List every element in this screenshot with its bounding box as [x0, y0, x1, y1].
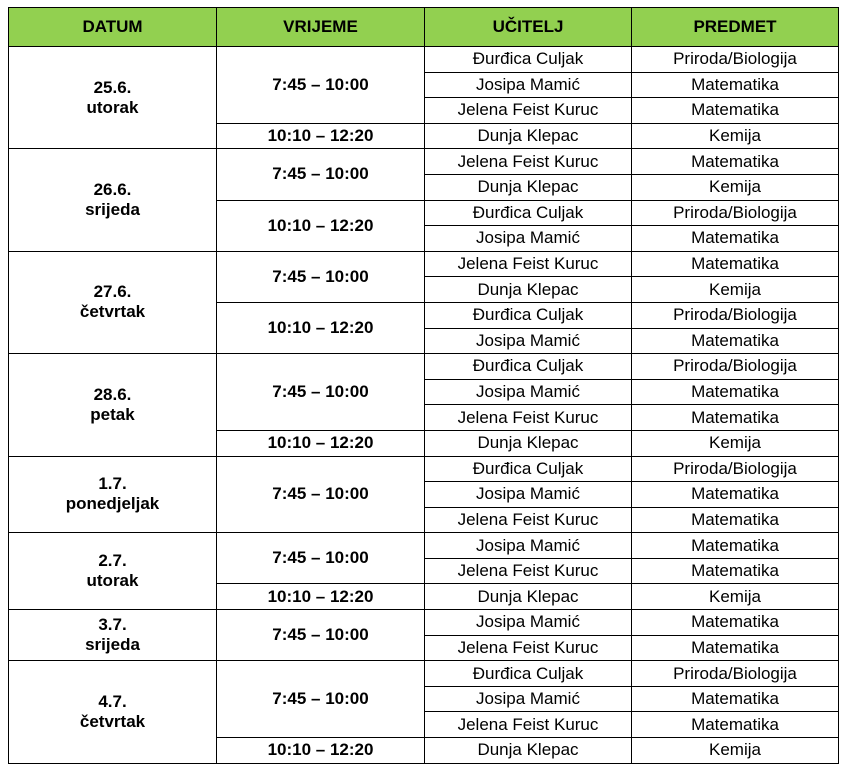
teacher-cell: Josipa Mamić [425, 226, 632, 252]
subject-cell: Priroda/Biologija [632, 456, 839, 482]
teacher-cell: Đurđica Culjak [425, 661, 632, 687]
weekday-label: srijeda [85, 635, 140, 655]
teacher-cell: Đurđica Culjak [425, 456, 632, 482]
time-cell: 7:45 – 10:00 [217, 47, 425, 124]
teacher-cell: Josipa Mamić [425, 686, 632, 712]
teacher-cell: Josipa Mamić [425, 379, 632, 405]
teacher-cell: Đurđica Culjak [425, 47, 632, 73]
table-header [9, 8, 839, 47]
table-row [9, 354, 839, 380]
subject-cell: Matematika [632, 251, 839, 277]
table-row [9, 661, 839, 687]
subject-cell: Kemija [632, 174, 839, 200]
subject-cell: Matematika [632, 610, 839, 636]
teacher-cell: Jelena Feist Kuruc [425, 405, 632, 431]
time-cell: 10:10 – 12:20 [217, 123, 425, 149]
date-cell [9, 47, 217, 149]
schedule-table [8, 7, 839, 764]
table-row [9, 47, 839, 73]
teacher-cell: Jelena Feist Kuruc [425, 558, 632, 584]
teacher-cell: Jelena Feist Kuruc [425, 98, 632, 124]
teacher-cell: Josipa Mamić [425, 533, 632, 559]
teacher-cell: Dunja Klepac [425, 174, 632, 200]
date-label: 4.7. [98, 691, 127, 711]
teacher-cell: Jelena Feist Kuruc [425, 712, 632, 738]
time-cell: 10:10 – 12:20 [217, 200, 425, 251]
time-cell: 7:45 – 10:00 [217, 456, 425, 533]
weekday-label: četvrtak [79, 711, 146, 731]
teacher-cell: Dunja Klepac [425, 277, 632, 303]
weekday-label: ponedjeljak [65, 494, 160, 514]
column-header-ucitelj: UČITELJ [425, 8, 632, 47]
table-row [9, 610, 839, 636]
weekday-label: petak [90, 404, 135, 424]
column-header-vrijeme: VRIJEME [217, 8, 425, 47]
teacher-cell: Josipa Mamić [425, 482, 632, 508]
table-row [9, 456, 839, 482]
teacher-cell: Jelena Feist Kuruc [425, 635, 632, 661]
time-cell: 10:10 – 12:20 [217, 584, 425, 610]
teacher-cell: Jelena Feist Kuruc [425, 507, 632, 533]
subject-cell: Kemija [632, 430, 839, 456]
subject-cell: Kemija [632, 584, 839, 610]
teacher-cell: Đurđica Culjak [425, 200, 632, 226]
subject-cell: Priroda/Biologija [632, 661, 839, 687]
subject-cell: Matematika [632, 712, 839, 738]
table-row [9, 251, 839, 277]
date-cell [9, 610, 217, 661]
date-label: 27.6. [93, 282, 132, 302]
header-row [9, 8, 839, 47]
subject-cell: Priroda/Biologija [632, 302, 839, 328]
teacher-cell: Dunja Klepac [425, 584, 632, 610]
weekday-label: četvrtak [79, 302, 146, 322]
teacher-cell: Đurđica Culjak [425, 302, 632, 328]
subject-cell: Matematika [632, 533, 839, 559]
teacher-cell: Dunja Klepac [425, 430, 632, 456]
subject-cell: Matematika [632, 482, 839, 508]
date-cell [9, 661, 217, 763]
subject-cell: Matematika [632, 98, 839, 124]
subject-cell: Priroda/Biologija [632, 47, 839, 73]
teacher-cell: Josipa Mamić [425, 610, 632, 636]
date-cell [9, 354, 217, 456]
date-label: 26.6. [93, 180, 132, 200]
subject-cell: Matematika [632, 686, 839, 712]
date-cell [9, 251, 217, 353]
teacher-cell: Jelena Feist Kuruc [425, 251, 632, 277]
date-cell [9, 149, 217, 251]
subject-cell: Matematika [632, 379, 839, 405]
time-cell: 7:45 – 10:00 [217, 661, 425, 738]
column-header-predmet: PREDMET [632, 8, 839, 47]
time-cell: 7:45 – 10:00 [217, 610, 425, 661]
weekday-label: utorak [86, 97, 139, 117]
subject-cell: Matematika [632, 507, 839, 533]
teacher-cell: Josipa Mamić [425, 328, 632, 354]
table-row [9, 533, 839, 559]
date-cell [9, 456, 217, 533]
subject-cell: Kemija [632, 277, 839, 303]
time-cell: 10:10 – 12:20 [217, 738, 425, 764]
subject-cell: Matematika [632, 149, 839, 175]
time-cell: 7:45 – 10:00 [217, 533, 425, 584]
teacher-cell: Dunja Klepac [425, 738, 632, 764]
subject-cell: Matematika [632, 635, 839, 661]
teacher-cell: Josipa Mamić [425, 72, 632, 98]
subject-cell: Priroda/Biologija [632, 200, 839, 226]
time-cell: 7:45 – 10:00 [217, 251, 425, 302]
subject-cell: Kemija [632, 123, 839, 149]
date-label: 25.6. [93, 77, 132, 97]
date-label: 2.7. [98, 551, 127, 571]
table-row [9, 149, 839, 175]
subject-cell: Matematika [632, 226, 839, 252]
date-label: 3.7. [98, 615, 127, 635]
subject-cell: Priroda/Biologija [632, 354, 839, 380]
time-cell: 7:45 – 10:00 [217, 354, 425, 431]
subject-cell: Kemija [632, 738, 839, 764]
weekday-label: srijeda [85, 200, 140, 220]
date-cell [9, 533, 217, 610]
date-label: 28.6. [93, 384, 132, 404]
time-cell: 10:10 – 12:20 [217, 302, 425, 353]
time-cell: 7:45 – 10:00 [217, 149, 425, 200]
subject-cell: Matematika [632, 558, 839, 584]
date-label: 1.7. [98, 474, 127, 494]
subject-cell: Matematika [632, 328, 839, 354]
table-body [9, 47, 839, 764]
subject-cell: Matematika [632, 405, 839, 431]
teacher-cell: Dunja Klepac [425, 123, 632, 149]
teacher-cell: Jelena Feist Kuruc [425, 149, 632, 175]
column-header-datum: DATUM [9, 8, 217, 47]
subject-cell: Matematika [632, 72, 839, 98]
teacher-cell: Đurđica Culjak [425, 354, 632, 380]
time-cell: 10:10 – 12:20 [217, 430, 425, 456]
weekday-label: utorak [86, 571, 139, 591]
